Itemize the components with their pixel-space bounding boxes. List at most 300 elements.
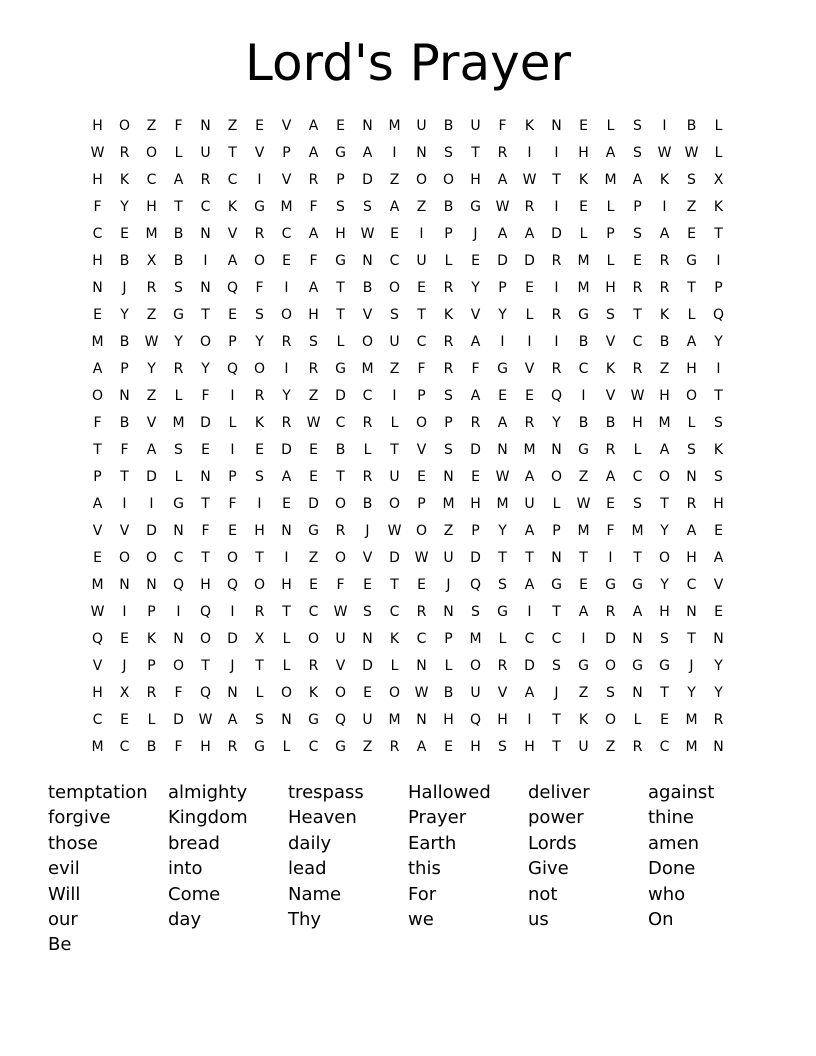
grid-letter: C (578, 361, 589, 377)
word-list-item: Come (168, 883, 221, 905)
grid-row (84, 626, 732, 653)
grid-letter: M (631, 523, 644, 539)
grid-letter: T (633, 307, 642, 323)
grid-row (84, 140, 732, 167)
grid-letter: R (308, 361, 319, 377)
grid-letter: S (471, 604, 480, 620)
grid-letter: H (524, 739, 535, 755)
word-list-item: Earth (408, 832, 457, 854)
grid-letter: T (201, 658, 210, 674)
grid-letter: X (254, 631, 265, 647)
grid-letter: A (146, 442, 157, 458)
grid-letter: W (495, 199, 510, 215)
grid-letter: C (146, 172, 157, 188)
grid-letter: I (284, 361, 289, 377)
grid-letter: H (254, 523, 265, 539)
grid-letter: S (255, 307, 264, 323)
grid-letter: H (308, 307, 319, 323)
grid-letter: R (308, 172, 319, 188)
grid-letter: E (363, 577, 372, 593)
grid-letter: G (686, 253, 697, 269)
grid-letter: A (659, 226, 670, 242)
grid-letter: G (470, 199, 481, 215)
grid-letter: D (524, 253, 535, 269)
grid-letter: R (605, 604, 616, 620)
grid-letter: E (228, 307, 237, 323)
grid-row (84, 518, 732, 545)
grid-letter: T (336, 307, 345, 323)
grid-letter: T (471, 145, 480, 161)
grid-letter: H (92, 118, 103, 134)
grid-letter: T (201, 550, 210, 566)
grid-letter: V (416, 442, 427, 458)
grid-letter: W (90, 604, 105, 620)
grid-letter: K (524, 118, 535, 134)
grid-letter: Y (120, 307, 129, 323)
word-list-item: against (648, 782, 715, 803)
grid-letter: R (281, 334, 292, 350)
grid-letter: A (308, 280, 319, 296)
grid-letter: M (442, 496, 455, 512)
grid-letter: F (174, 739, 183, 755)
grid-letter: M (658, 415, 671, 431)
grid-letter: B (605, 415, 616, 431)
grid-row (84, 680, 732, 707)
grid-letter: H (470, 739, 481, 755)
grid-letter: H (470, 172, 481, 188)
word-list-item: amen (648, 832, 700, 854)
grid-letter: N (416, 658, 427, 674)
grid-letter: C (173, 550, 184, 566)
grid-letter: D (497, 253, 508, 269)
grid-letter: E (498, 388, 507, 404)
grid-letter: E (714, 523, 723, 539)
grid-letter: P (147, 604, 156, 620)
grid-letter: N (200, 280, 211, 296)
grid-letter: E (444, 739, 453, 755)
grid-letter: Z (146, 307, 157, 323)
grid-letter: V (605, 334, 616, 350)
grid-letter: S (714, 469, 723, 485)
grid-letter: U (389, 334, 400, 350)
grid-letter: I (554, 199, 559, 215)
grid-letter: M (172, 415, 185, 431)
grid-letter: N (200, 118, 211, 134)
grid-letter: E (282, 496, 291, 512)
grid-letter: R (443, 361, 454, 377)
grid-letter: O (658, 469, 671, 485)
grid-letter: F (174, 118, 183, 134)
grid-letter: D (470, 442, 481, 458)
grid-letter: V (281, 172, 292, 188)
grid-letter: I (230, 442, 235, 458)
grid-letter: Z (659, 361, 670, 377)
word-list-item: evil (48, 858, 80, 880)
grid-letter: Y (660, 577, 669, 593)
grid-letter: L (174, 469, 183, 485)
grid-letter: V (254, 145, 265, 161)
grid-letter: L (687, 415, 696, 431)
grid-letter: S (498, 739, 507, 755)
grid-letter: Q (469, 712, 482, 728)
grid-letter: D (524, 658, 535, 674)
grid-letter: D (470, 550, 481, 566)
grid-letter: R (551, 361, 562, 377)
grid-letter: A (227, 712, 238, 728)
grid-letter: L (687, 307, 696, 323)
grid-letter: S (255, 712, 264, 728)
grid-letter: F (93, 199, 102, 215)
grid-letter: P (93, 469, 102, 485)
grid-letter: O (280, 307, 293, 323)
grid-letter: O (118, 118, 131, 134)
grid-letter: F (309, 253, 318, 269)
grid-letter: N (713, 631, 724, 647)
grid-letter: N (173, 523, 184, 539)
grid-letter: L (498, 631, 507, 647)
grid-letter: C (632, 469, 643, 485)
grid-letter: Y (714, 658, 723, 674)
grid-letter: I (527, 712, 532, 728)
grid-letter: N (200, 469, 211, 485)
grid-letter: E (93, 307, 102, 323)
grid-letter: T (714, 388, 723, 404)
grid-row (84, 437, 732, 464)
grid-letter: R (254, 604, 265, 620)
grid-row (84, 356, 732, 383)
word-list-item: Kingdom (168, 807, 248, 829)
grid-letter: L (282, 739, 291, 755)
grid-letter: N (686, 469, 697, 485)
grid-letter: M (685, 712, 698, 728)
grid-letter: S (633, 118, 642, 134)
grid-letter: D (362, 172, 373, 188)
grid-letter: E (471, 469, 480, 485)
grid-letter: D (200, 415, 211, 431)
grid-letter: M (496, 496, 509, 512)
grid-letter: P (336, 172, 345, 188)
grid-letter: F (498, 118, 507, 134)
grid-letter: O (388, 496, 401, 512)
grid-letter: H (686, 550, 697, 566)
grid-letter: G (254, 199, 265, 215)
grid-letter: F (174, 685, 183, 701)
grid-letter: H (578, 145, 589, 161)
grid-letter: E (309, 577, 318, 593)
grid-letter: K (659, 172, 670, 188)
grid-letter: I (554, 280, 559, 296)
grid-letter: Z (146, 388, 157, 404)
grid-letter: M (280, 199, 293, 215)
grid-letter: S (444, 442, 453, 458)
grid-letter: O (415, 523, 428, 539)
grid-letter: V (497, 685, 508, 701)
grid-letter: T (714, 226, 723, 242)
grid-letter: T (633, 550, 642, 566)
grid-letter: N (119, 577, 130, 593)
grid-letter: O (253, 577, 266, 593)
grid-letter: T (93, 442, 102, 458)
grid-letter: M (91, 739, 104, 755)
grid-letter: G (335, 739, 346, 755)
grid-letter: I (554, 145, 559, 161)
grid-row (84, 599, 732, 626)
grid-letter: N (119, 388, 130, 404)
grid-letter: G (551, 577, 562, 593)
grid-letter: I (392, 388, 397, 404)
grid-letter: Q (226, 361, 239, 377)
grid-letter: Q (712, 307, 725, 323)
grid-letter: I (554, 334, 559, 350)
grid-letter: M (91, 577, 104, 593)
word-list-item: Give (528, 858, 569, 880)
grid-letter: N (227, 685, 238, 701)
grid-letter: I (608, 550, 613, 566)
grid-row (84, 113, 732, 140)
grid-letter: S (633, 145, 642, 161)
grid-letter: R (146, 280, 157, 296)
grid-letter: E (687, 226, 696, 242)
grid-letter: S (552, 658, 561, 674)
grid-letter: J (689, 658, 694, 674)
grid-letter: L (552, 496, 561, 512)
grid-row (84, 734, 732, 761)
grid-letter: P (147, 658, 156, 674)
grid-letter: J (365, 523, 370, 539)
grid-letter: R (551, 307, 562, 323)
grid-letter: F (309, 199, 318, 215)
grid-letter: N (281, 712, 292, 728)
grid-letter: E (336, 118, 345, 134)
grid-letter: P (606, 226, 615, 242)
grid-letter: L (282, 631, 291, 647)
grid-letter: I (257, 496, 262, 512)
grid-letter: I (527, 334, 532, 350)
grid-letter: K (308, 685, 319, 701)
grid-letter: R (551, 253, 562, 269)
grid-letter: Q (550, 388, 563, 404)
grid-letter: A (524, 685, 535, 701)
grid-letter: O (199, 631, 212, 647)
grid-letter: N (713, 739, 724, 755)
grid-letter: T (660, 496, 669, 512)
grid-letter: K (605, 361, 616, 377)
grid-letter: M (388, 712, 401, 728)
grid-letter: H (659, 604, 670, 620)
word-list-item: power (528, 807, 584, 829)
grid-letter: N (497, 442, 508, 458)
grid-row (84, 491, 732, 518)
grid-letter: E (120, 631, 129, 647)
grid-letter: D (335, 388, 346, 404)
grid-letter: P (444, 631, 453, 647)
grid-row (84, 275, 732, 302)
grid-letter: L (444, 658, 453, 674)
grid-letter: K (119, 172, 130, 188)
grid-letter: R (200, 172, 211, 188)
grid-letter: B (443, 118, 454, 134)
grid-letter: E (417, 280, 426, 296)
grid-letter: H (443, 712, 454, 728)
grid-letter: S (174, 280, 183, 296)
grid-letter: Q (199, 604, 212, 620)
grid-letter: L (255, 685, 264, 701)
grid-letter: B (578, 334, 589, 350)
grid-letter: S (687, 172, 696, 188)
grid-letter: C (389, 253, 400, 269)
word-list (48, 780, 778, 960)
grid-letter: N (443, 604, 454, 620)
grid-letter: Z (389, 172, 400, 188)
grid-letter: I (284, 550, 289, 566)
grid-letter: S (498, 577, 507, 593)
grid-letter: T (525, 550, 534, 566)
grid-letter: Y (498, 307, 507, 323)
grid-letter: Y (120, 199, 129, 215)
word-list-item: On (648, 909, 674, 930)
grid-letter: J (230, 658, 235, 674)
grid-letter: W (630, 388, 645, 404)
grid-letter: R (632, 739, 643, 755)
word-list-item: not (528, 883, 558, 905)
grid-letter: I (581, 631, 586, 647)
grid-letter: L (633, 712, 642, 728)
grid-letter: Q (91, 631, 104, 647)
grid-row (84, 194, 732, 221)
word-list-item: trespass (288, 782, 364, 803)
grid-letter: R (632, 280, 643, 296)
grid-letter: B (173, 253, 184, 269)
grid-letter: S (714, 415, 723, 431)
grid-letter: N (551, 118, 562, 134)
grid-letter: I (176, 604, 181, 620)
grid-letter: E (255, 118, 264, 134)
grid-letter: A (497, 172, 508, 188)
grid-letter: U (389, 469, 400, 485)
grid-letter: G (173, 307, 184, 323)
grid-letter: E (525, 280, 534, 296)
grid-letter: T (687, 280, 696, 296)
grid-letter: H (497, 712, 508, 728)
grid-letter: T (201, 496, 210, 512)
grid-letter: K (227, 199, 238, 215)
grid-letter: R (389, 739, 400, 755)
grid-letter: L (633, 442, 642, 458)
grid-letter: I (230, 388, 235, 404)
grid-letter: L (525, 307, 534, 323)
grid-letter: H (200, 739, 211, 755)
grid-letter: A (524, 523, 535, 539)
grid-letter: N (551, 550, 562, 566)
grid-letter: I (527, 604, 532, 620)
grid-row (84, 545, 732, 572)
grid-letter: Z (389, 361, 400, 377)
word-list-item: temptation (48, 782, 148, 803)
grid-letter: N (632, 631, 643, 647)
grid-letter: F (201, 523, 210, 539)
grid-letter: R (416, 604, 427, 620)
grid-letter: E (309, 442, 318, 458)
grid-letter: K (659, 307, 670, 323)
grid-letter: G (335, 145, 346, 161)
grid-letter: I (122, 496, 127, 512)
grid-letter: I (203, 253, 208, 269)
grid-letter: F (336, 577, 345, 593)
grid-letter: P (498, 280, 507, 296)
grid-letter: C (308, 604, 319, 620)
grid-letter: A (470, 334, 481, 350)
grid-letter: H (200, 577, 211, 593)
grid-letter: O (334, 685, 347, 701)
grid-letter: O (253, 253, 266, 269)
grid-letter: V (470, 307, 481, 323)
grid-letter: T (390, 577, 399, 593)
word-list-item: Name (288, 883, 342, 905)
grid-letter: U (416, 253, 427, 269)
grid-letter: D (308, 496, 319, 512)
grid-letter: F (201, 388, 210, 404)
grid-row (84, 572, 732, 599)
grid-letter: B (119, 253, 130, 269)
grid-letter: M (604, 172, 617, 188)
grid-letter: Y (552, 415, 561, 431)
grid-letter: G (308, 523, 319, 539)
grid-letter: S (660, 631, 669, 647)
grid-letter: L (363, 442, 372, 458)
grid-letter: C (308, 739, 319, 755)
grid-letter: C (416, 631, 427, 647)
grid-letter: R (335, 523, 346, 539)
grid-letter: H (632, 415, 643, 431)
grid-letter: D (173, 712, 184, 728)
grid-letter: A (659, 442, 670, 458)
word-list-item: our (48, 909, 78, 930)
grid-letter: E (255, 442, 264, 458)
grid-letter: A (308, 226, 319, 242)
grid-letter: O (361, 334, 374, 350)
grid-letter: T (660, 685, 669, 701)
grid-letter: G (578, 658, 589, 674)
grid-letter: W (522, 172, 537, 188)
grid-letter: L (606, 118, 615, 134)
grid-letter: G (497, 604, 508, 620)
grid-letter: Q (226, 280, 239, 296)
grid-letter: E (93, 550, 102, 566)
grid-letter: F (93, 415, 102, 431)
grid-letter: V (119, 523, 130, 539)
grid-letter: P (471, 523, 480, 539)
grid-letter: T (336, 280, 345, 296)
grid-letter: K (578, 172, 589, 188)
grid-letter: S (363, 199, 372, 215)
grid-letter: B (173, 226, 184, 242)
grid-row (84, 302, 732, 329)
grid-letter: E (525, 388, 534, 404)
grid-letter: O (334, 550, 347, 566)
page-title: Lord's Prayer (244, 34, 572, 92)
grid-letter: D (362, 658, 373, 674)
grid-letter: A (470, 388, 481, 404)
grid-letter: M (577, 253, 590, 269)
grid-letter: T (336, 469, 345, 485)
grid-letter: Z (686, 199, 697, 215)
grid-letter: G (173, 496, 184, 512)
grid-letter: I (500, 334, 505, 350)
grid-letter: H (92, 685, 103, 701)
grid-letter: R (308, 658, 319, 674)
grid-letter: N (362, 631, 373, 647)
grid-letter: H (92, 253, 103, 269)
